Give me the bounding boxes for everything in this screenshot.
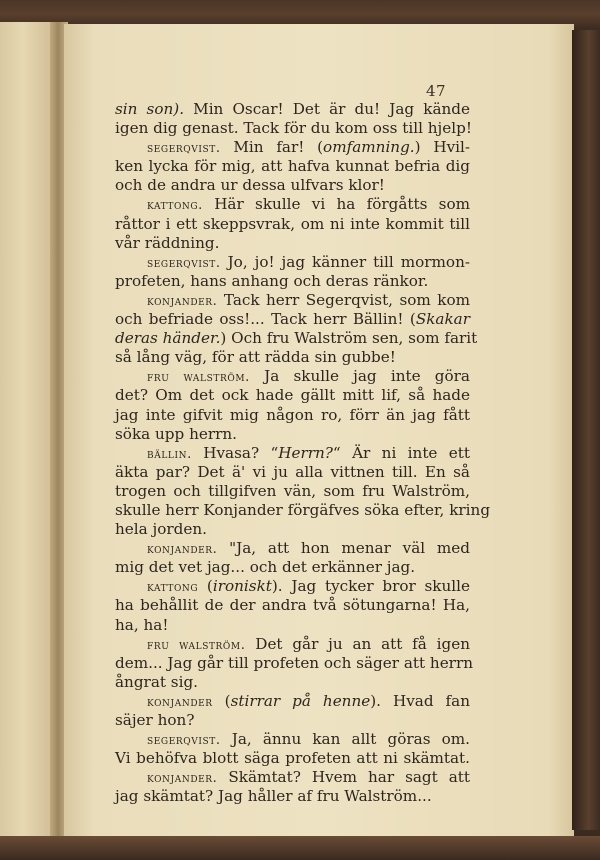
text-line (115, 234, 470, 253)
book-cover-edge (572, 30, 600, 830)
speaker-name: segerqvist. (147, 141, 221, 157)
text-line (115, 253, 470, 272)
book-cover-bottom (0, 836, 600, 860)
line-segment: äkta par? Det ä' vi ju alla vittnen till. En så (115, 462, 470, 481)
text-line (115, 673, 470, 692)
line-segment: profeten, hans anhang och deras ränkor. (115, 271, 429, 290)
stage-direction: sin son). (115, 100, 185, 118)
text-line (115, 768, 470, 787)
line-segment: trogen och tillgifven vän, som fru Walström, (115, 481, 470, 500)
line-segment: ( (212, 691, 231, 710)
line-segment: “ Är ni inte ett (332, 443, 470, 462)
text-line (115, 787, 470, 806)
text-line (115, 711, 470, 730)
stage-direction: Skakar (415, 310, 470, 329)
line-segment: ) Och fru Walström sen, som farit (220, 329, 478, 348)
line-segment: Min Oscar! Det är du! Jag kände (184, 100, 470, 118)
speaker-name: fru walström. (147, 370, 250, 386)
text-line (115, 100, 470, 119)
line-segment: råttor i ett skeppsvrak, om ni inte kommit till (115, 214, 470, 233)
text-line (115, 406, 470, 425)
line-segment: söka upp herrn. (115, 424, 237, 443)
line-segment: ). Hvad fan (370, 691, 470, 710)
line-segment: och de andra ur dessa ulfvars klor! (115, 176, 385, 195)
speaker-name: fru walström. (147, 637, 246, 653)
speaker-name: bällin. (147, 446, 192, 462)
line-segment: ( (198, 577, 213, 596)
text-line (115, 119, 470, 138)
text-line (115, 577, 470, 596)
line-segment: jag inte gifvit mig någon ro, förr än jag fått (115, 405, 470, 424)
speaker-name: kattong. (147, 198, 203, 214)
line-segment: ångrat sig. (115, 672, 199, 691)
text-line (115, 596, 470, 615)
text-line (115, 176, 470, 195)
line-segment: Min far! ( (220, 138, 324, 157)
line-segment: Tack herr Segerqvist, som kom (217, 290, 470, 309)
line-segment: igen dig genast. Tack för du kom oss till hjelp! (115, 119, 472, 138)
speaker-name: konjander. (147, 542, 218, 558)
speaker-name: konjander (147, 694, 213, 710)
text-line (115, 463, 470, 482)
line-segment: Jo, jo! jag känner till mormon- (220, 252, 470, 271)
speaker-name: segerqvist. (147, 255, 221, 271)
line-segment: hela jorden. (115, 520, 207, 539)
text-line (115, 692, 470, 711)
stage-direction: stirrar på henne (230, 691, 371, 710)
line-segment: jag skämtat? Jag håller af fru Walström... (115, 787, 432, 806)
text-line (115, 520, 470, 539)
line-segment: vår räddning. (115, 233, 220, 252)
line-segment: så lång väg, för att rädda sin gubbe! (115, 348, 396, 367)
line-segment: skulle herr Konjander förgäfves söka efter, kring (115, 500, 491, 519)
text-line (115, 138, 470, 157)
text-line (115, 653, 473, 673)
text-line (115, 329, 478, 348)
page-text (115, 100, 491, 806)
text-line (115, 558, 470, 577)
text-line (115, 157, 470, 176)
text-line (115, 367, 470, 386)
stage-direction: ironiskt (212, 577, 272, 596)
speaker-name: segerqvist. (147, 733, 221, 749)
line-segment: Ja, ännu kan allt göras om. (220, 730, 470, 749)
line-segment: ) Hvil- (414, 138, 470, 157)
text-line (115, 616, 470, 635)
line-segment: ha behållit de der andra två sötungarna! Ha, (115, 596, 470, 615)
line-segment: Här skulle vi ha förgåtts som (202, 195, 470, 214)
text-line (115, 749, 470, 768)
text-line (115, 539, 470, 558)
line-segment: det? Om det ock hade gällt mitt lif, så hade (115, 386, 470, 405)
text-line (115, 386, 470, 405)
stage-direction: Herrn? (278, 443, 333, 462)
line-segment: Ja skulle jag inte göra (249, 367, 470, 386)
text-line (115, 635, 470, 654)
text-line (115, 348, 470, 367)
text-line (115, 444, 470, 463)
stage-direction: omfamning. (323, 138, 415, 157)
line-segment: Vi behöfva blott säga profeten att ni skämtat. (115, 749, 470, 768)
text-line (115, 310, 470, 329)
line-segment: "Ja, att hon menar väl med (217, 539, 470, 558)
text-line (115, 730, 470, 749)
line-segment: dem... Jag går till profeten och säger att herrn (115, 653, 473, 672)
speaker-name: kattong (147, 580, 199, 596)
text-line (115, 272, 470, 291)
page-number: 47 (426, 82, 447, 100)
text-line (115, 291, 470, 310)
text-line (115, 500, 491, 520)
line-segment: Skämtat? Hvem har sagt att (217, 768, 470, 787)
speaker-name: konjander. (147, 771, 218, 787)
speaker-name: konjander. (147, 293, 218, 309)
line-segment: ha, ha! (115, 615, 169, 634)
text-line (115, 215, 470, 234)
text-line (115, 482, 470, 501)
line-segment: mig det vet jag... och det erkänner jag. (115, 558, 416, 577)
line-segment: Det går ju an att få igen (245, 634, 470, 653)
line-segment: och befriade oss!... Tack herr Bällin! ( (115, 310, 416, 329)
stage-direction: deras händer. (115, 329, 221, 348)
line-segment: säjer hon? (115, 711, 195, 729)
line-segment: ken lycka för mig, att hafva kunnat befria dig (115, 157, 470, 176)
text-line (115, 195, 470, 214)
text-line (115, 425, 470, 444)
line-segment: ). Jag tycker bror skulle (271, 577, 470, 596)
line-segment: Hvasa? “ (191, 443, 279, 462)
